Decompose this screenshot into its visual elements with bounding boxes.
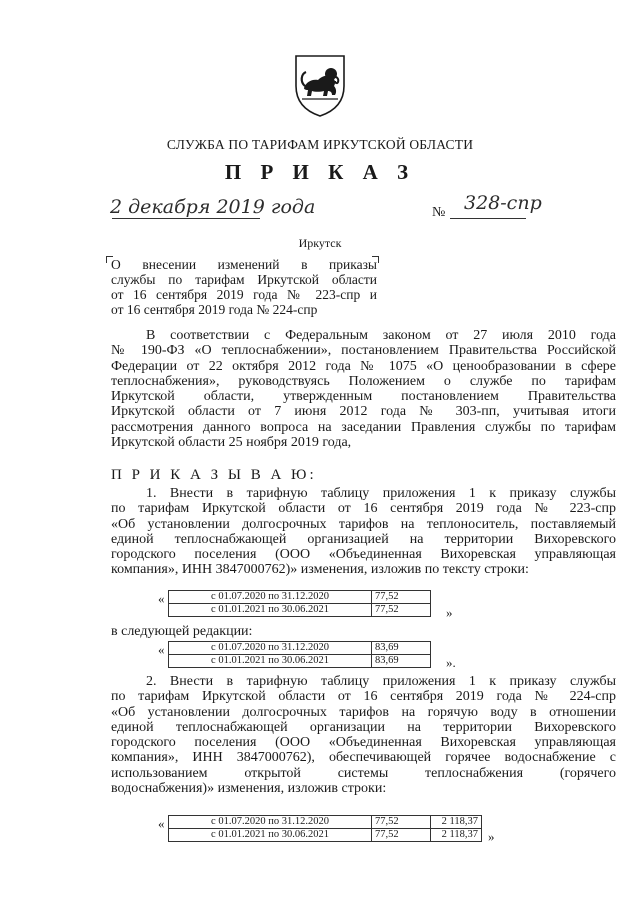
table-row xyxy=(169,655,431,668)
table-row xyxy=(169,642,431,655)
item-1-line: компания», ИНН 3847000762)» изменения, изложив по тексту строки: xyxy=(111,562,529,578)
city-name: Иркутск xyxy=(298,236,342,250)
period-cell: с 01.01.2021 по 30.06.2021 xyxy=(169,655,372,668)
item-1-paragraph xyxy=(111,486,616,578)
period-cell: с 01.01.2021 по 30.06.2021 xyxy=(169,604,372,617)
value-2-cell: 2 118,37 xyxy=(431,816,482,829)
item-2-line: использованием открытой системы теплоснабжения (горячего xyxy=(111,765,616,781)
table-row xyxy=(169,816,482,829)
value-cell: 83,69 xyxy=(372,655,431,668)
table-row xyxy=(169,591,431,604)
value-cell: 77,52 xyxy=(372,591,431,604)
tariff-table-1 xyxy=(168,590,431,617)
item-1-line: единой теплоснабжающей организацией на территории Вихоревского xyxy=(111,531,616,547)
close-quote-period: ». xyxy=(446,655,456,670)
preamble-line: рассмотрения данного вопроса на заседании Правления службы по тарифам xyxy=(111,419,616,435)
period-cell: с 01.07.2020 по 31.12.2020 xyxy=(169,642,372,655)
item-2-line: компания», ИНН 3847000762), обеспечивающей горячее водоснабжение с xyxy=(111,750,616,766)
item-2-line: по тарифам Иркутской области от 16 сентября 2019 года № 224-спр xyxy=(111,689,616,705)
open-quote: « xyxy=(158,591,165,606)
value-cell: 77,52 xyxy=(372,816,431,829)
subject-line: О внесении изменений в приказы xyxy=(111,257,377,272)
document-type-title: П Р И К А З xyxy=(224,160,416,184)
date-underline xyxy=(112,218,260,219)
handwritten-number: 328-спр xyxy=(464,192,542,214)
agency-name: СЛУЖБА ПО ТАРИФАМ ИРКУТСКОЙ ОБЛАСТИ xyxy=(166,137,474,152)
item-2-line: городского поселения (ООО «Объединенная Вихоревская управляющая xyxy=(111,735,616,751)
subject-line: от 16 сентября 2019 года № 224-спр xyxy=(111,302,318,317)
preamble-line: № 190-ФЗ «О теплоснабжении», постановлением Правительства Российской xyxy=(111,343,616,359)
tariff-table-3 xyxy=(168,815,482,842)
tariff-table-2 xyxy=(168,641,431,668)
value-cell: 77,52 xyxy=(372,604,431,617)
preamble-line: В соответствии с Федеральным законом от 27 июля 2010 года xyxy=(146,328,616,343)
preamble-line: Иркутской области от 7 июня 2012 года № 303-пп, учитывая итоги xyxy=(111,404,616,420)
subject-line: службы по тарифам Иркутской области xyxy=(111,272,377,287)
open-quote: « xyxy=(158,642,165,657)
decree-word: П Р И К А З Ы В А Ю: xyxy=(111,467,317,483)
period-cell: с 01.07.2020 по 31.12.2020 xyxy=(169,816,372,829)
table-row xyxy=(169,604,431,617)
item-1-line: 1. Внести в тарифную таблицу приложения 1 к приказу службы xyxy=(146,486,616,501)
item-2-line: «Об установлении долгосрочных тарифов на горячую воду в отношении xyxy=(111,704,616,720)
period-cell: с 01.01.2021 по 30.06.2021 xyxy=(169,829,372,842)
number-underline xyxy=(450,218,526,219)
preamble-line: Федерации от 22 октября 2012 года № 1075 «О ценообразовании в сфере xyxy=(111,358,616,374)
preamble-line: Иркутской области, утвержденным постановлением Правительства xyxy=(111,389,616,405)
item-2-line: водоснабжения)» изменения, изложив строки: xyxy=(111,781,387,797)
period-cell: с 01.07.2020 по 31.12.2020 xyxy=(169,591,372,604)
item-1-line: городского поселения (ООО «Объединенная Вихоревская управляющая xyxy=(111,547,616,563)
number-sign: № xyxy=(432,205,446,220)
item-2-paragraph xyxy=(111,674,616,796)
preamble-line: теплоснабжения», руководствуясь Положением о службе по тарифам xyxy=(111,373,616,389)
preamble-line: Иркутской области 25 ноября 2019 года, xyxy=(111,435,352,451)
value-cell: 83,69 xyxy=(372,642,431,655)
item-2-line: 2. Внести в тарифную таблицу приложения 1 к приказу службы xyxy=(146,674,616,689)
subject-line: от 16 сентября 2019 года № 223-спр и xyxy=(111,287,377,302)
open-quote: « xyxy=(158,816,165,831)
close-quote: » xyxy=(488,829,495,844)
item-2-line: единой теплоснабжающей организации на территории Вихоревского xyxy=(111,719,616,735)
item-1-line: по тарифам Иркутской области от 16 сентября 2019 года № 223-спр xyxy=(111,501,616,517)
new-edition-label: в следующей редакции: xyxy=(111,624,253,639)
table-row xyxy=(169,829,482,842)
close-quote: » xyxy=(446,605,453,620)
value-2-cell: 2 118,37 xyxy=(431,829,482,842)
coat-of-arms-icon xyxy=(292,52,348,118)
preamble-paragraph xyxy=(111,328,616,450)
subject-block xyxy=(111,257,377,317)
handwritten-date: 2 декабря 2019 года xyxy=(110,196,316,218)
value-cell: 77,52 xyxy=(372,829,431,842)
item-1-line: «Об установлении долгосрочных тарифов на теплоноситель, поставляемый xyxy=(111,516,616,532)
